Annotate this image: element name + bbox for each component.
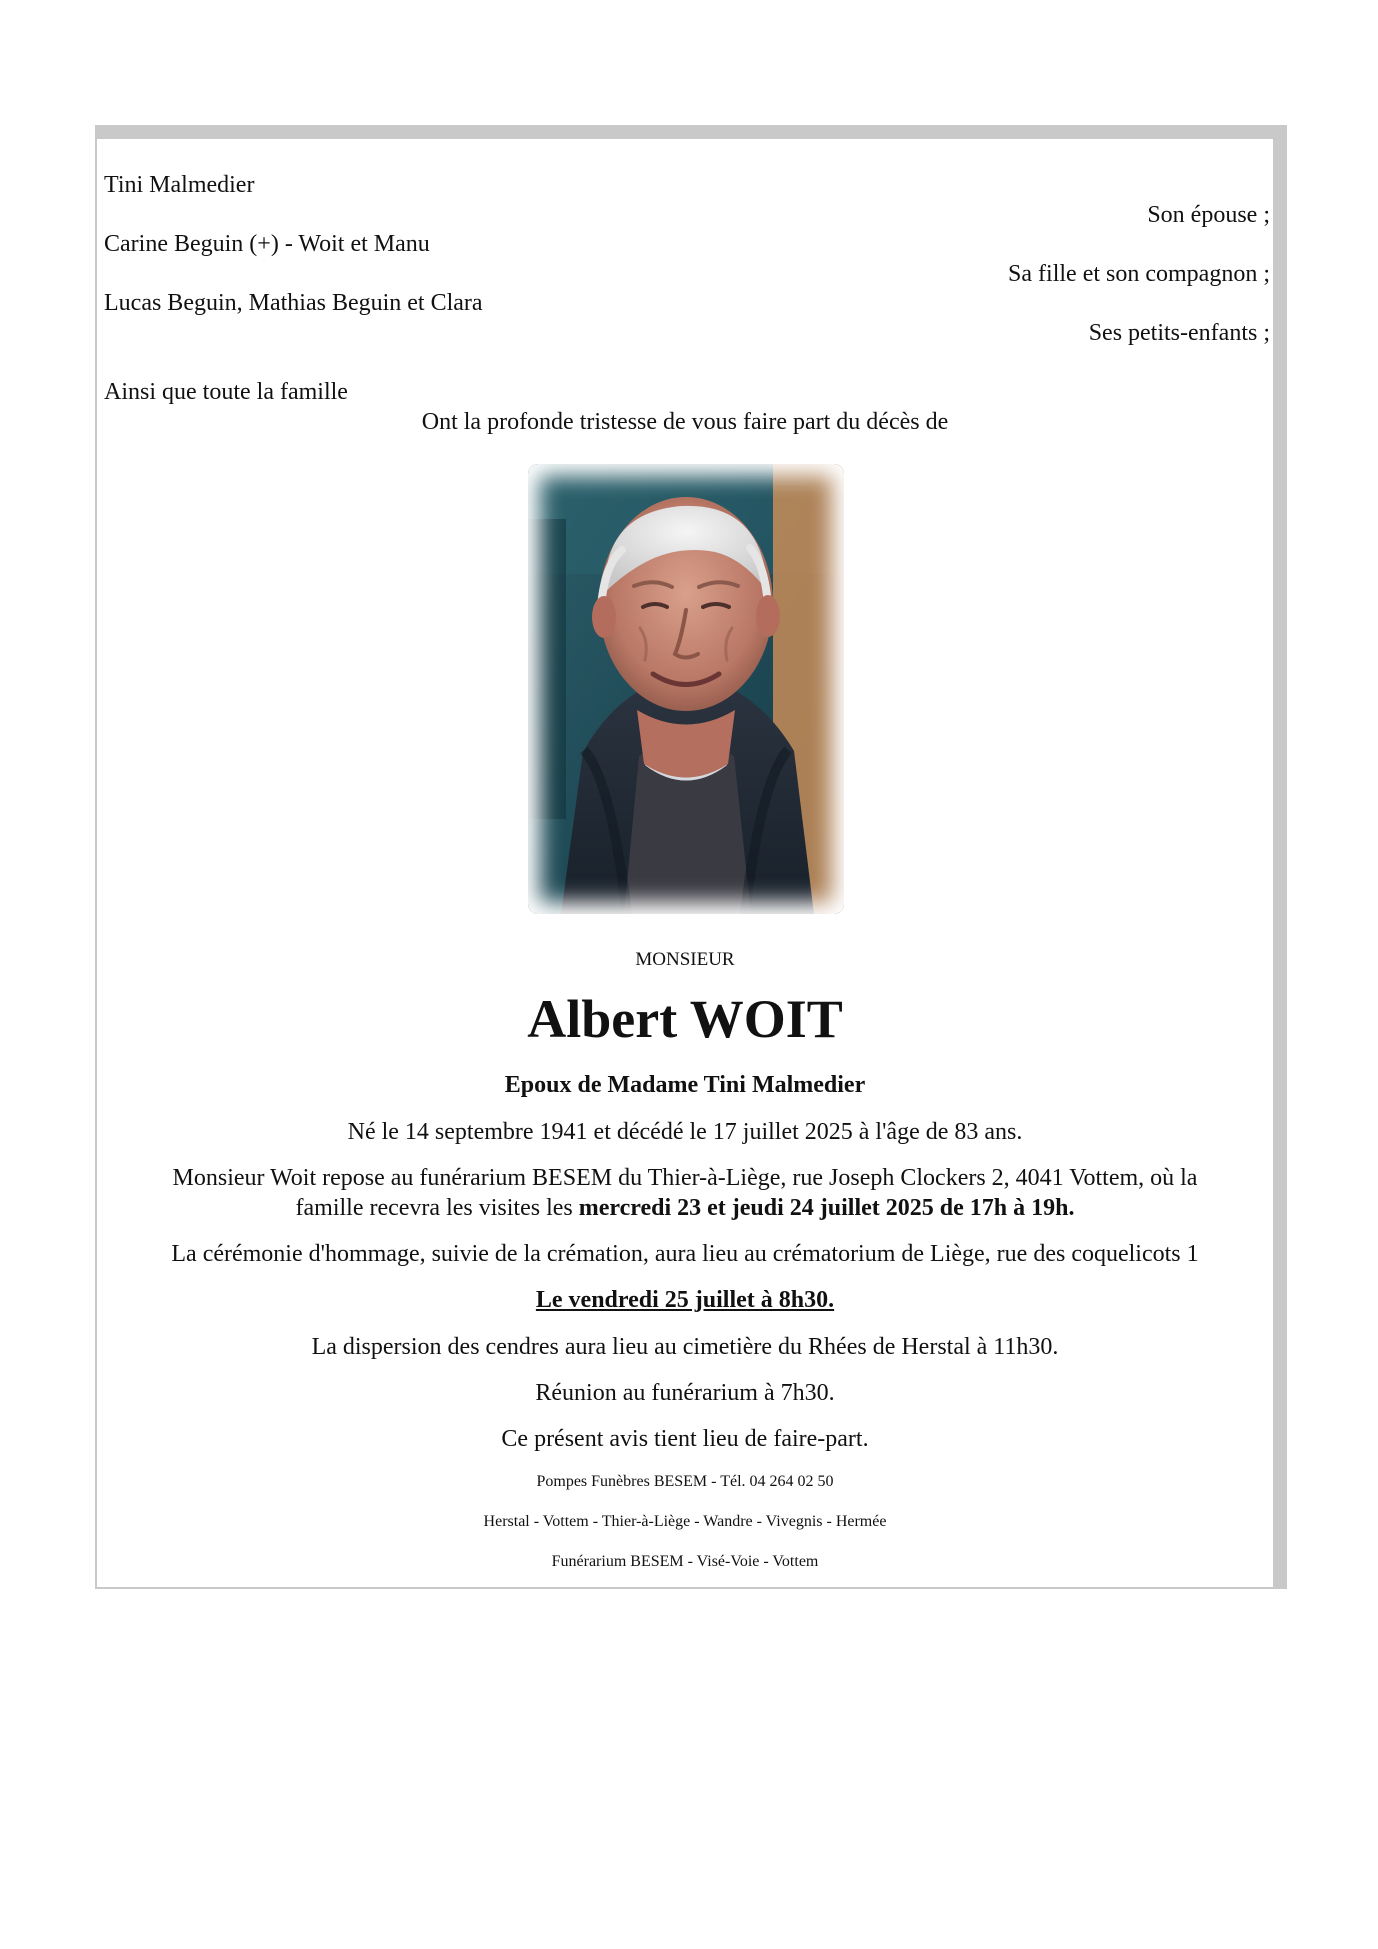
notice-line: Ce présent avis tient lieu de faire-part. [501, 1426, 869, 1452]
honorific: MONSIEUR [635, 949, 735, 970]
daughter-names: Carine Beguin (+) - Woit et Manu [104, 231, 430, 257]
visitation-prefix: famille recevra les visites les [295, 1195, 579, 1221]
ceremony-date: Le vendredi 25 juillet à 8h30. [535, 1287, 835, 1313]
portrait-photo [528, 464, 844, 914]
spouse-line: Epoux de Madame Tini Malmedier [504, 1072, 866, 1098]
ceremony-line: La cérémonie d'hommage, suivie de la crémation, aura lieu au crématorium de Liège, rue des coquelicots 1 [171, 1241, 1199, 1267]
extended-family: Ainsi que toute la famille [104, 379, 348, 405]
ashes-line: La dispersion des cendres aura lieu au cimetière du Rhées de Herstal à 11h30. [311, 1334, 1059, 1360]
footer-locations: Herstal - Vottem - Thier-à-Liège - Wandre - Vivegnis - Hermée [483, 1513, 887, 1530]
birth-death-line: Né le 14 septembre 1941 et décédé le 17 juillet 2025 à l'âge de 83 ans. [347, 1119, 1023, 1145]
visitation-line-1: Monsieur Woit repose au funérarium BESEM du Thier-à-Liège, rue Joseph Clockers 2, 4041 Vottem, où la [172, 1165, 1198, 1191]
footer-funerarium: Funérarium BESEM - Visé-Voie - Vottem [551, 1553, 819, 1570]
spouse-name: Tini Malmedier [104, 172, 255, 198]
spouse-role: Son épouse ; [1147, 202, 1270, 228]
grandchildren-role: Ses petits-enfants ; [1088, 320, 1270, 346]
meeting-line: Réunion au funérarium à 7h30. [535, 1380, 835, 1406]
deceased-name: Albert WOIT [527, 989, 843, 1049]
grandchildren-names: Lucas Beguin, Mathias Beguin et Clara [104, 290, 483, 316]
visitation-line-2 [96, 1193, 1274, 1223]
footer-company: Pompes Funèbres BESEM - Tél. 04 264 02 50 [536, 1473, 834, 1490]
portrait-illustration [528, 464, 844, 914]
visitation-dates: mercredi 23 et jeudi 24 juillet 2025 de 17h à 19h. [578, 1195, 1075, 1221]
daughter-role: Sa fille et son compagnon ; [1008, 261, 1270, 287]
intro-line: Ont la profonde tristesse de vous faire part du décès de [421, 409, 949, 435]
